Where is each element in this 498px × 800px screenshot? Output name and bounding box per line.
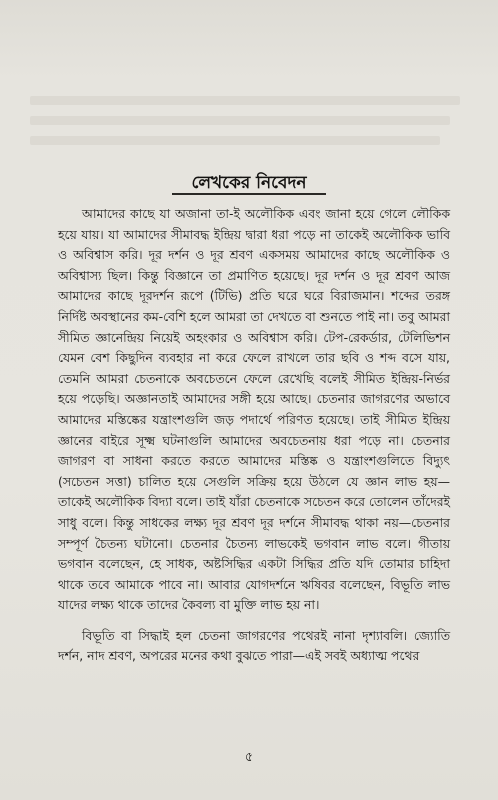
title-underline xyxy=(172,193,326,195)
body-text xyxy=(58,204,450,667)
page-number: ৫ xyxy=(244,750,254,765)
paragraph-1: আমাদের কাছে যা অজানা তা-ই অলৌকিক এবং জানা হয়ে গেলে লৌকিক হয়ে যায়। যা আমাদের সীমাবদ্ধ ইন্দ্রিয় দ্বারা ধরা পড়ে না তাকেই অলৌকিক ভাবি ও অবিশ্বাস করি। দূর দর্শন ও দূর শ্রবণ একসময় আমাদের কাছে অলৌকিক ও অবিশ্বাস্য ছিল। কিন্তু বিজ্ঞানে তা প্রমাণিত হয়েছে। দূর দর্শন ও দূর শ্রবণ আজ আমাদের কাছে দূরদর্শন রূপে (টিভি) প্রতি ঘরে ঘরে বিরাজমান। শব্দের তরঙ্গ নির্দিষ্ট অবস্থানের কম-বেশি হলে আমরা তা দেখতে বা শুনতে পাই না। তবু আমরা সীমিত জ্ঞানেন্দ্রিয় নিয়েই অহংকার ও অবিশ্বাস করি। টেপ-রেকর্ডার, টেলিভিশন যেমন বেশ কিছুদিন ব্যবহার না করে ফেলে রাখলে তার ছবি ও শব্দ বসে যায়, তেমনি আমরা চেতনাকে অবচেতনে ফেলে রেখেছি বলেই সীমিত ইন্দ্রিয়-নির্ভর হয়ে পড়েছি। অজ্ঞানতাই আমাদের সঙ্গী হয়ে আছে। চেতনার জাগরণের অভাবে আমাদের মস্তিষ্কের যন্ত্রাংশগুলি জড় পদার্থে পরিণত হয়েছে। তাই সীমিত ইন্দ্রিয় জ্ঞানের বাইরে সূক্ষ্ম ঘটনাগুলি আমাদের অবচেতনায় ধরা পড়ে না। চেতনার জাগরণ বা সাধনা করতে করতে আমাদের মস্তিষ্ক ও যন্ত্রাংশগুলিতে বিদ্যুৎ (সচেতন সত্তা) চালিত হয়ে সেগুলি সক্রিয় হয়ে উঠলে যে জ্ঞান লাভ হয়—তাকেই অলৌকিক বিদ্যা বলে। তাই যাঁরা চেতনাকে সচেতন করে তোলেন তাঁদেরই সাধু বলে। কিন্তু সাধকের লক্ষ্য দূর শ্রবণ দূর দর্শনে সীমাবদ্ধ থাকা নয়—চেতনার সম্পূর্ণ চৈতন্য ঘটানো। চেতনার চৈতন্য লাভকেই ভগবান লাভ বলে। গীতায় ভগবান বলেছেন, হে সাধক, অষ্টসিদ্ধির একটা সিদ্ধির প্রতি যদি তোমার চাহিদা থাকে তবে আমাকে পাবে না। আবার যোগদর্শনে ঋষিবর বলেছেন, বিভূতি লাভ যাদের লক্ষ্য থাকে তাদের কৈবল্য বা মুক্তি লাভ হয় না। xyxy=(58,206,450,613)
bleed-through-line xyxy=(30,116,450,125)
bleed-through-line xyxy=(30,136,440,145)
page-title: লেখকের নিবেদন xyxy=(191,173,307,193)
paragraph-2: বিভূতি বা সিদ্ধাই হল চেতনা জাগরণের পথেরই নানা দৃশ্যাবলি। জ্যোতি দর্শন, নাদ শ্রবণ, অপরের মনের কথা বুঝতে পারা—এই সবই অধ্যাত্ম পথের xyxy=(58,627,450,664)
bleed-through-line xyxy=(30,96,460,105)
